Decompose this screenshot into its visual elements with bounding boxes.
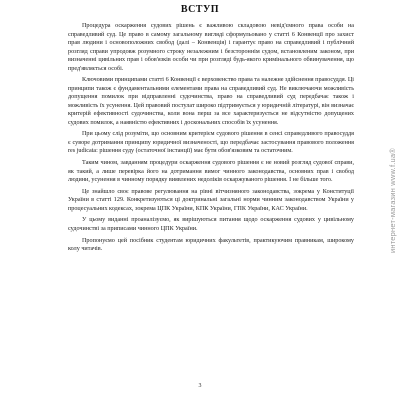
body-text xyxy=(68,22,354,257)
paragraph: Таким чином, завданням процедури оскарження судового рішення є не новий розгляд судової справи, як такий, а лише перевірка його на дотримання вимог чинного законодавства, основних прав і свобод людини, усунення в чинному порядку виявлених недоліків оскаржуваного рішення. І не більше того. xyxy=(68,160,354,184)
page-number: 3 xyxy=(198,383,202,389)
paragraph: Це знайшло своє правове регулювання на рівні вітчизняного законодавства, зокрема у Конституції України в статті 129. Конкретизуються ці доктринальні загальні норми чинним законодавством України у процесуальних кодексах, зокрема ЦПК України, КПК України, ГПК України, КАС України. xyxy=(68,188,354,212)
paragraph: У цьому виданні проаналізуємо, як вирішуються питання щодо оскарження судових у цивільному судочинстві за приписами чинного ЦПК України. xyxy=(68,217,354,232)
paragraph: При цьому слід розуміти, що основним критерієм судового рішення в сенсі справедливого правосуддя є суворе дотримання принципу юридичної визначеності, що передбачає застосування правового положення res judicata: рішення суду (остаточної інстанції) має бути обов'язковим та остаточним. xyxy=(68,131,354,155)
paragraph: Ключовими принципами статті 6 Конвенції є верховенство права та належне здійснення правосуддя. Ці принципи також є фундаментальними елементами права на справедливий суд. Не виключаючи можливість допущення помилок при відправленні судочинства, право на справедливий суд передбачає також і можливість їх усунення. Цей правовий постулат широко підтримується у юридичній літературі, він визначає критерій ефективності судочинства, коли вона перш за все характеризується не відсутністю допущених судових помилок, а наявністю ефективних і доскональних способів їх усунення. xyxy=(68,77,354,126)
paragraph: Процедура оскарження судових рішень є важливою складовою невід'ємного права особи на справедливий суд. Це право в самому загальному вигляді сформульовано у статті 6 Конвенції про захист прав людини і основоположних свобод (далі – Конвенція) і гарантує право на справедливий і публічний розгляд справи упродовж розумного строку незалежним і безстороннім судом, встановленим законом, при визначенні цивільних прав і обов'язків особи чи при розгляді будь-якого кримінального обвинувачення, що пред'являється особі. xyxy=(68,23,354,72)
page-title: ВСТУП xyxy=(180,4,220,15)
paragraph: Пропонуємо цей посібник студентам юридичних факультетів, практикуючим правникам, широкому колу читачів. xyxy=(68,237,354,253)
watermark xyxy=(384,0,400,400)
watermark-text: интернет-магазин www.f.ua® xyxy=(387,147,397,253)
